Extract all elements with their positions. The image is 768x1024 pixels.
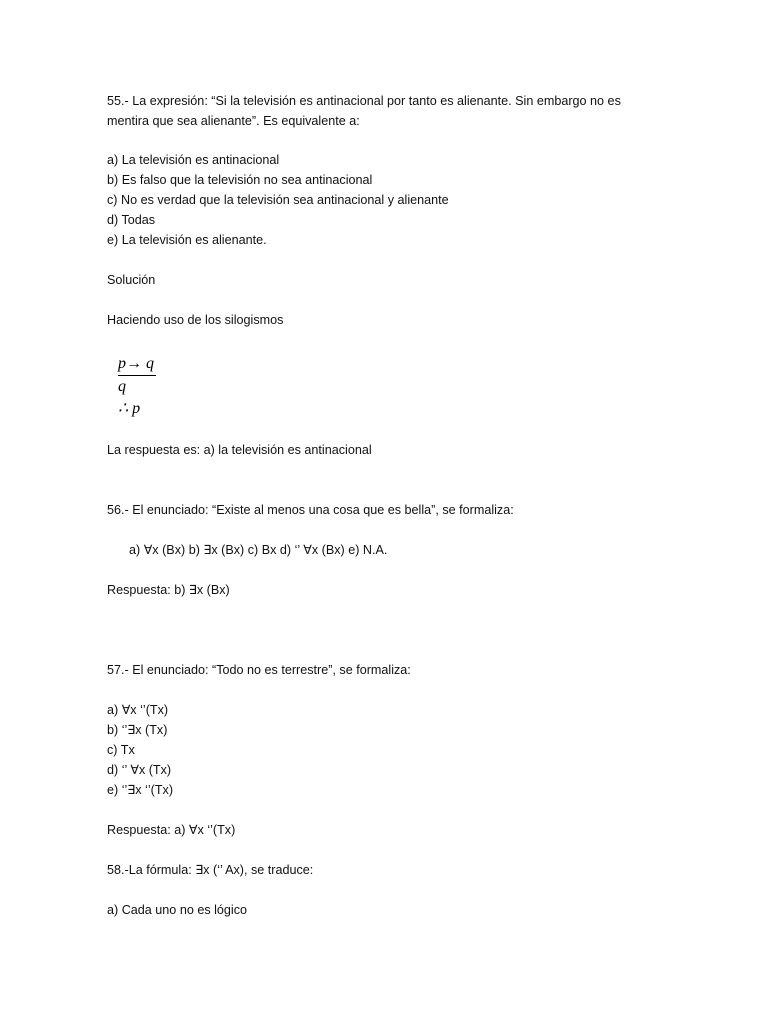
syllogism-rule-line	[118, 375, 156, 376]
q56-answer: Respuesta: b) ∃x (Bx)	[107, 583, 230, 597]
syllogism-conclusion: ∴ p	[118, 400, 141, 417]
q57-option-c: c) Tx	[107, 743, 135, 757]
q55-option-e: e) La televisión es alienante.	[107, 233, 267, 247]
q55-method: Haciendo uso de los silogismos	[107, 313, 284, 327]
q55-solution-label: Solución	[107, 273, 156, 287]
q55-question-line2: mentira que sea alienante”. Es equivalente a:	[107, 114, 360, 128]
q55-option-a: a) La televisión es antinacional	[107, 153, 280, 167]
syllogism-formula	[118, 352, 178, 422]
q56-options: a) ∀x (Bx) b) ∃x (Bx) c) Bx d) ‘’ ∀x (Bx) e) N.A.	[129, 543, 388, 557]
q57-option-e: e) ‘’∃x ‘’(Tx)	[107, 783, 174, 797]
q55-answer: La respuesta es: a) la televisión es antinacional	[107, 443, 372, 457]
q55-option-d: d) Todas	[107, 213, 156, 227]
q55-question-line1: 55.- La expresión: “Si la televisión es antinacional por tanto es alienante. Sin embargo no es	[107, 94, 621, 108]
q56-question: 56.- El enunciado: “Existe al menos una cosa que es bella”, se formaliza:	[107, 503, 514, 517]
q57-option-a: a) ∀x ‘’(Tx)	[107, 703, 169, 717]
q57-question: 57.- El enunciado: “Todo no es terrestre”, se formaliza:	[107, 663, 411, 677]
q58-question: 58.-La fórmula: ∃x (‘’ Ax), se traduce:	[107, 863, 314, 877]
syllogism-premise-1: p→ q	[118, 355, 154, 372]
q55-option-b: b) Es falso que la televisión no sea antinacional	[107, 173, 373, 187]
syllogism-premise-2: q	[118, 378, 126, 395]
q58-option-a: a) Cada uno no es lógico	[107, 903, 248, 917]
q57-option-b: b) ‘’∃x (Tx)	[107, 723, 168, 737]
q57-answer: Respuesta: a) ∀x ‘’(Tx)	[107, 823, 236, 837]
q55-option-c: c) No es verdad que la televisión sea antinacional y alienante	[107, 193, 449, 207]
q57-option-d: d) ‘’ ∀x (Tx)	[107, 763, 172, 777]
